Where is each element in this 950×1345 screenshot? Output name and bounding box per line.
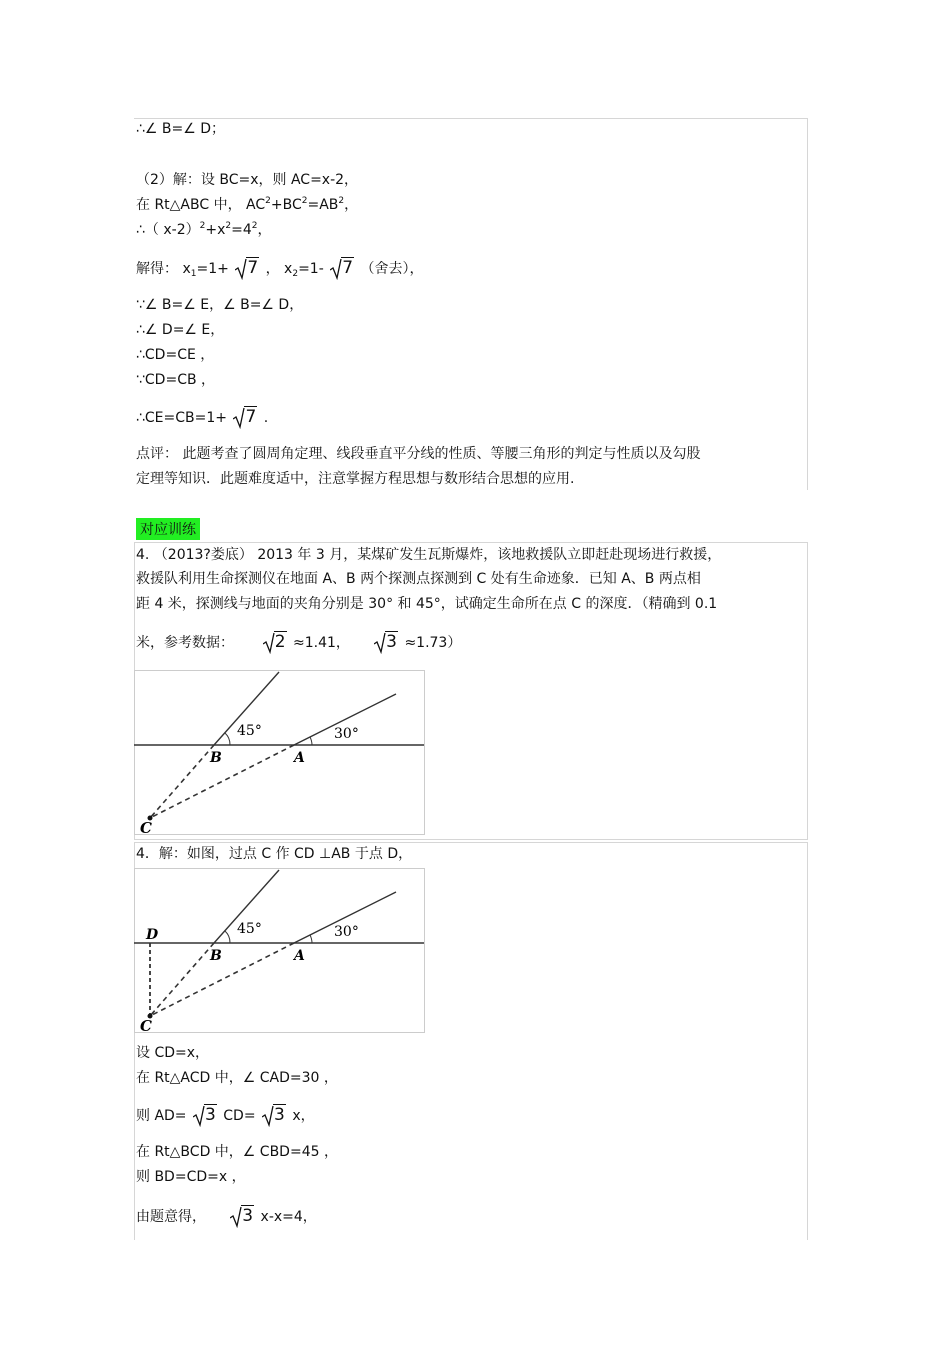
problem-line: 4. （2013?娄底） 2013 年 3 月，某煤矿发生瓦斯爆炸，该地救援队立即赶赴现场进行救援， (136, 547, 722, 563)
angle-label: 45° (237, 921, 262, 937)
problem-line: 救援队利用生命探测仪在地面 A、B 两个探测点探测到 C 处有生命迹象．已知 A、B 两点相 (136, 571, 701, 587)
sqrt-symbol: 3 (374, 633, 398, 652)
angle-label: 30° (334, 924, 359, 940)
text-line: ∴∠ B=∠ D； (136, 121, 226, 137)
sqrt-symbol: 7 (235, 259, 259, 278)
text-line: （2）解：设 BC=x，则 AC=x-2， (136, 172, 359, 188)
solution-line: 在 Rt△BCD 中，∠ CBD=45 ， (136, 1144, 338, 1160)
comment-line: 点评： 此题考查了圆周角定理、线段垂直平分线的性质、等腰三角形的判定与性质以及勾股 (136, 446, 701, 462)
equation-line: ∴（ $x-2)^2+x^2=4^2$， (136, 221, 272, 238)
point-label: B (210, 750, 222, 766)
point-label: D (146, 927, 159, 943)
solution-line: 在 Rt△ACD 中，∠ CAD=30 ， (136, 1070, 338, 1086)
problem-line: 距 4 米，探测线与地面的夹角分别是 30° 和 45°，试确定生命所在点 C 的深度．（精确到 0.1 (136, 596, 718, 612)
point-label: C (140, 819, 152, 836)
text-line: ∴CD=CE ， (136, 347, 215, 363)
solution-line: 则 BD=CD=x ， (136, 1169, 246, 1185)
sqrt-symbol: 3 (230, 1207, 254, 1226)
equation-line: 在 Rt△ABC 中， $AC^2+BC^2=AB^2$， (136, 196, 359, 213)
solution-line: 4．解：如图，过点 C 作 CD ⊥AB 于点 D， (136, 846, 413, 862)
angle-label: 30° (334, 726, 359, 742)
text-line: ∵CD=CB ， (136, 372, 216, 388)
point-label: C (140, 1017, 152, 1034)
sqrt-symbol: 3 (193, 1106, 217, 1125)
geometry-figure (134, 670, 426, 836)
text-line: ∵∠ B=∠ E，∠ B=∠ D， (136, 297, 304, 313)
sqrt-symbol: 7 (233, 408, 257, 427)
solution-line: 则 AD= 3 CD= 3 x， (136, 1105, 315, 1125)
point-label: B (210, 948, 222, 964)
geometry-figure-with-d (134, 868, 426, 1034)
sqrt-symbol: 3 (262, 1106, 286, 1125)
text-line: ∴∠ D=∠ E， (136, 322, 225, 338)
equation-line: ∴CE=CB=1+ 7 . (136, 407, 269, 427)
problem-line: 米，参考数据： 2 ≈1.41， 3 ≈1.73） (136, 632, 462, 652)
comment-line: 定理等知识．此题难度适中，注意掌握方程思想与数形结合思想的应用. (136, 471, 575, 487)
point-label: A (294, 948, 305, 964)
solution-line: 由题意得， 3 x-x=4， (136, 1206, 317, 1226)
solution-line: 设 CD=x， (136, 1045, 210, 1061)
sqrt-symbol: 7 (330, 259, 354, 278)
equation-line: 解得： $x_1=1+$ 7 ， $x_2=1-$ 7 （舍去）， (136, 258, 424, 279)
section-title: 对应训练 (136, 518, 200, 540)
angle-label: 45° (237, 723, 262, 739)
sqrt-symbol: 2 (263, 633, 287, 652)
point-label: A (294, 750, 305, 766)
